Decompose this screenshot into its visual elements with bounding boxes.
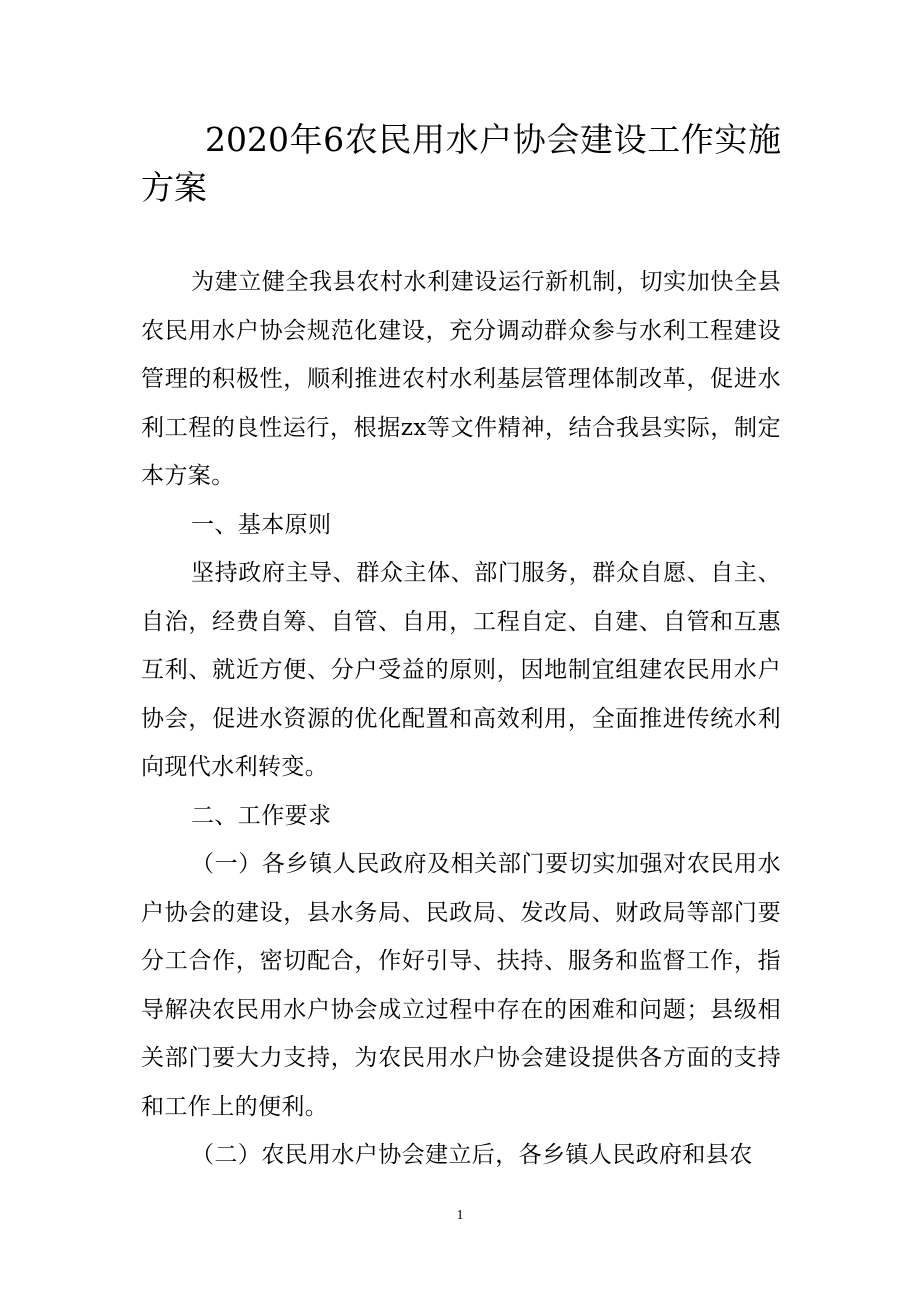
intro-paragraph: 为建立健全我县农村水利建设运行新机制，切实加快全县农民用水户协会规范化建设，充分调动群众参与水利工程建设管理的积极性，顺利推进农村水利基层管理体制改革，促进水利工程的良性运行，根据zx等文件精神，结合我县实际，制定本方案。: [141, 269, 781, 489]
section-heading-work-requirements: 二、工作要求: [191, 802, 332, 829]
requirement-paragraph-2: （二）农民用水户协会建立后，各乡镇人民政府和县农: [191, 1142, 753, 1168]
basic-principles-paragraph: 坚持政府主导、群众主体、部门服务，群众自愿、自主、自治，经费自筹、自管、自用，工程自定、自建、自管和互惠互利、就近方便、分户受益的原则，因地制宜组建农民用水户协会，促进水资源的优化配置和高效利用，全面推进传统水利向现代水利转变。: [141, 560, 781, 780]
document-title: 2020年6农民用水户协会建设工作实施方案: [141, 120, 781, 207]
requirement-paragraph-1: （一）各乡镇人民政府及相关部门要切实加强对农民用水户协会的建设，县水务局、民政局、发改局、财政局等部门要分工合作，密切配合，作好引导、扶持、服务和监督工作，指导解决农民用水户协会成立过程中存在的困难和问题；县级相关部门要大力支持，为农民用水户协会建设提供各方面的支持和工作上的便利。: [141, 851, 781, 1120]
document-body: [141, 258, 781, 1180]
page-number: 1: [456, 1208, 464, 1223]
section-heading-basic-principles: 一、基本原则: [191, 511, 332, 538]
